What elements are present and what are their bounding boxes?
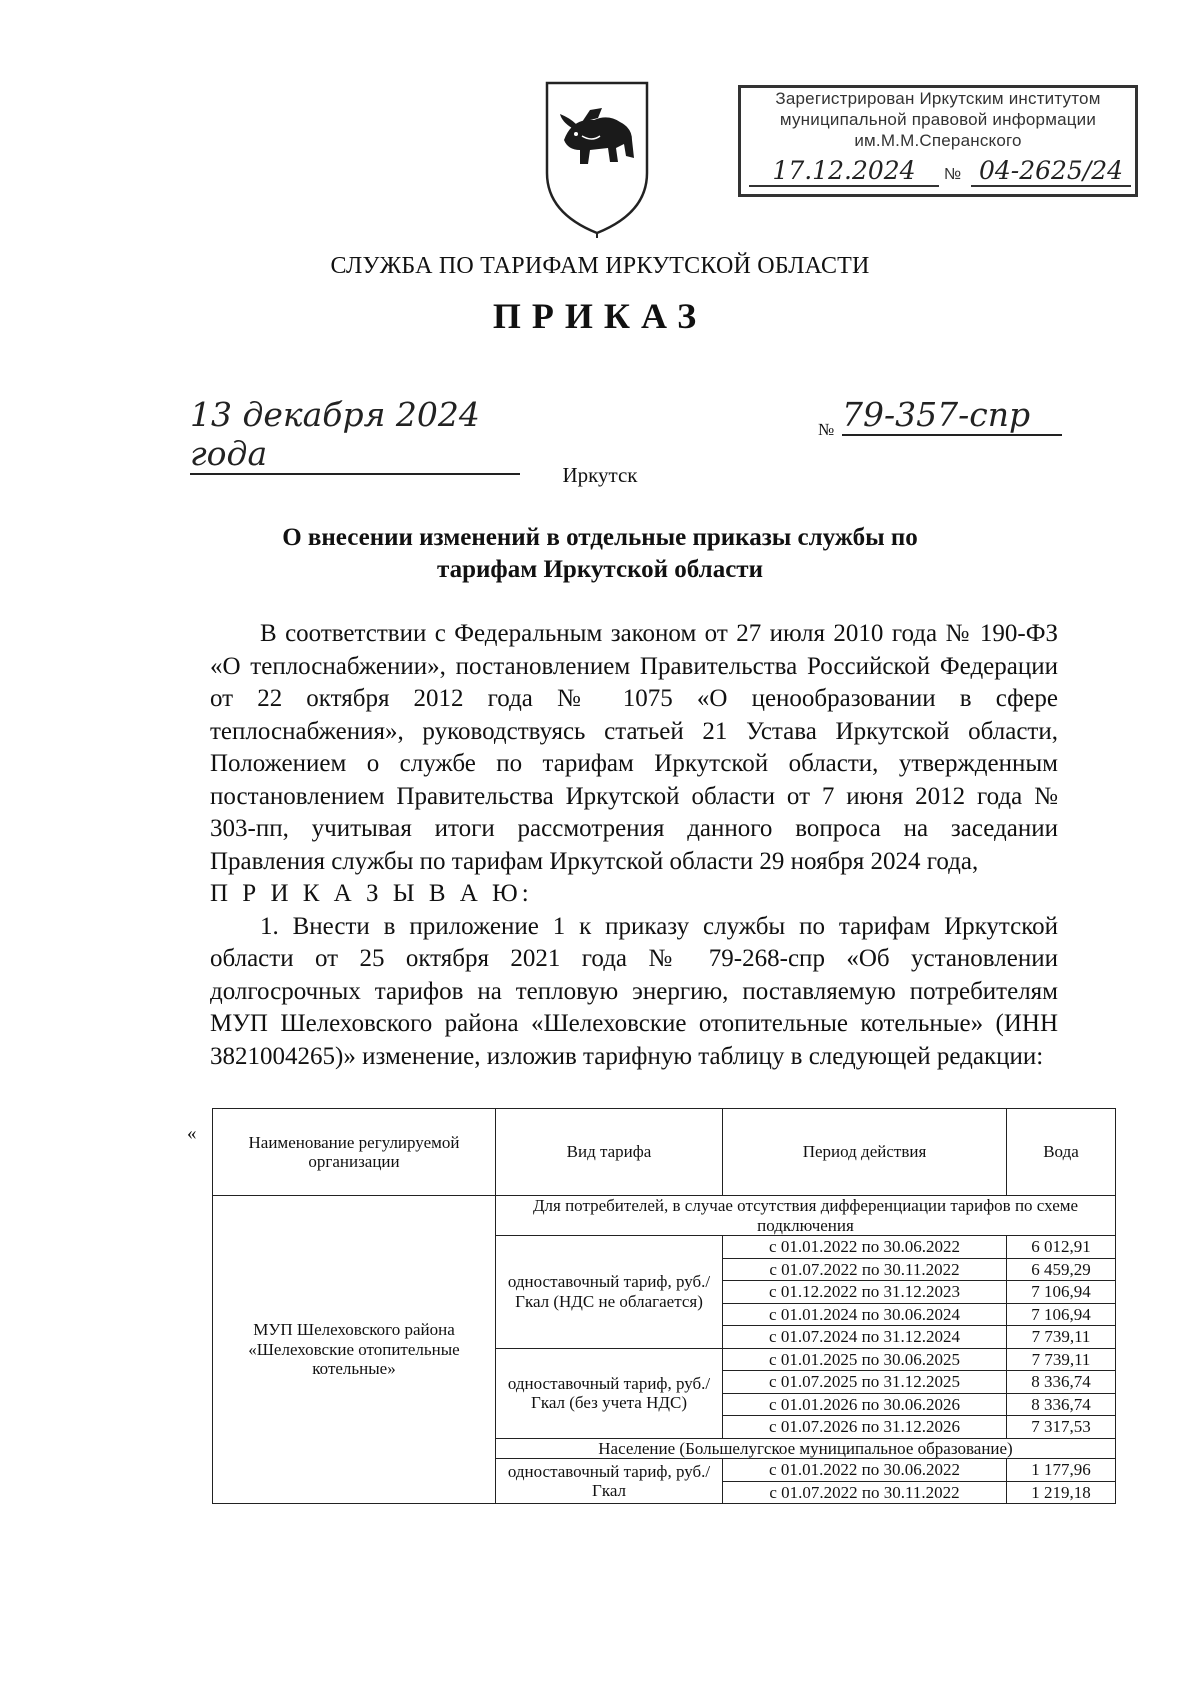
document-type-title: ПРИКАЗ: [492, 296, 708, 336]
period-cell: с 01.07.2022 по 30.11.2022: [723, 1481, 1007, 1504]
period-cell: с 01.01.2022 по 30.06.2022: [723, 1236, 1007, 1259]
period-cell: с 01.07.2025 по 31.12.2025: [723, 1371, 1007, 1394]
group-2-tariff: одноставочный тариф, руб./Гкал: [496, 1459, 723, 1504]
value-cell: 7 106,94: [1007, 1303, 1116, 1326]
group-2-title: Население (Большелугское муниципальное образование): [496, 1438, 1116, 1459]
header-water: Вода: [1007, 1109, 1116, 1196]
group-1-tariff-a: одноставочный тариф, руб./Гкал (НДС не облагается): [496, 1236, 723, 1349]
city: Иркутск: [562, 463, 638, 487]
stamp-line-1: Зарегистрирован Иркутским институтом: [775, 89, 1101, 108]
period-cell: с 01.01.2026 по 30.06.2026: [723, 1393, 1007, 1416]
value-cell: 1 219,18: [1007, 1481, 1116, 1504]
organization-cell: МУП Шелеховского района «Шелеховские отопительные котельные»: [213, 1196, 496, 1504]
period-cell: с 01.07.2022 по 30.11.2022: [723, 1258, 1007, 1281]
value-cell: 7 739,11: [1007, 1326, 1116, 1349]
header-tariff-type: Вид тарифа: [496, 1109, 723, 1196]
order-word: П Р И К А З Ы В А Ю:: [210, 880, 533, 907]
value-cell: 6 459,29: [1007, 1258, 1116, 1281]
period-cell: с 01.01.2025 по 30.06.2025: [723, 1348, 1007, 1371]
open-quote: «: [187, 1123, 197, 1144]
order-subject: О внесении изменений в отдельные приказы службы по тарифам Иркутской области: [282, 524, 918, 583]
value-cell: 8 336,74: [1007, 1393, 1116, 1416]
order-date: 13 декабря 2024 года: [190, 395, 520, 475]
order-body: [210, 618, 1058, 1073]
order-number: 79-357-спр: [842, 395, 1062, 436]
value-cell: 7 739,11: [1007, 1348, 1116, 1371]
value-cell: 1 177,96: [1007, 1459, 1116, 1482]
table-header-row: [213, 1109, 1116, 1196]
value-cell: 6 012,91: [1007, 1236, 1116, 1259]
stamp-line-3: им.М.М.Сперанского: [854, 131, 1022, 150]
group-1-title: Для потребителей, в случае отсутствия дифференциации тарифов по схеме подключения: [496, 1196, 1116, 1236]
coat-of-arms-icon: [542, 78, 652, 238]
stamp-date: 17.12.2024: [749, 156, 939, 187]
stamp-number-label: №: [944, 166, 962, 183]
item-1-paragraph: 1. Внести в приложение 1 к приказу службы по тарифам Иркутской области от 25 октября 2021 года № 79-268-спр «Об установлении долгосрочных тарифов на тепловую энергию, поставляемую потребителям МУП Шелеховского района «Шелеховские отопительные котельные» (ИНН 3821004265)» изменение, изложив тарифную таблицу в следующей редакции:: [210, 912, 1058, 1070]
header-organization: Наименование регулируемой организации: [213, 1109, 496, 1196]
period-cell: с 01.01.2024 по 30.06.2024: [723, 1303, 1007, 1326]
registration-stamp: [738, 85, 1138, 197]
header-period: Период действия: [723, 1109, 1007, 1196]
period-cell: с 01.07.2024 по 31.12.2024: [723, 1326, 1007, 1349]
value-cell: 7 106,94: [1007, 1281, 1116, 1304]
period-cell: с 01.12.2022 по 31.12.2023: [723, 1281, 1007, 1304]
tariff-table: [212, 1108, 1116, 1504]
preamble-paragraph: В соответствии с Федеральным законом от 27 июля 2010 года № 190-ФЗ «О теплоснабжении», постановлением Правительства Российской Федерации от 22 октября 2012 года № 1075 «О ценообразовании в сфере теплоснабжения», руководствуясь статьей 21 Устава Иркутской области, Положением о службе по тарифам Иркутской области, утвержденным постановлением Правительства Иркутской области от 7 июня 2012 года № 303-пп, учитывая итоги рассмотрения данного вопроса на заседании Правления службы по тарифам Иркутской области 29 ноября 2024 года,: [210, 620, 1058, 875]
stamp-line-2: муниципальной правовой информации: [779, 110, 1097, 129]
period-cell: с 01.07.2026 по 31.12.2026: [723, 1416, 1007, 1439]
group-1-tariff-b: одноставочный тариф, руб./Гкал (без учета НДС): [496, 1348, 723, 1438]
table-row: [213, 1196, 1116, 1236]
stamp-registration-row: [749, 156, 1127, 190]
value-cell: 7 317,53: [1007, 1416, 1116, 1439]
period-cell: с 01.01.2022 по 30.06.2022: [723, 1459, 1007, 1482]
agency-name: СЛУЖБА ПО ТАРИФАМ ИРКУТСКОЙ ОБЛАСТИ: [330, 253, 870, 279]
value-cell: 8 336,74: [1007, 1371, 1116, 1394]
order-number-label: №: [818, 420, 835, 439]
stamp-number: 04-2625/24: [971, 156, 1131, 187]
